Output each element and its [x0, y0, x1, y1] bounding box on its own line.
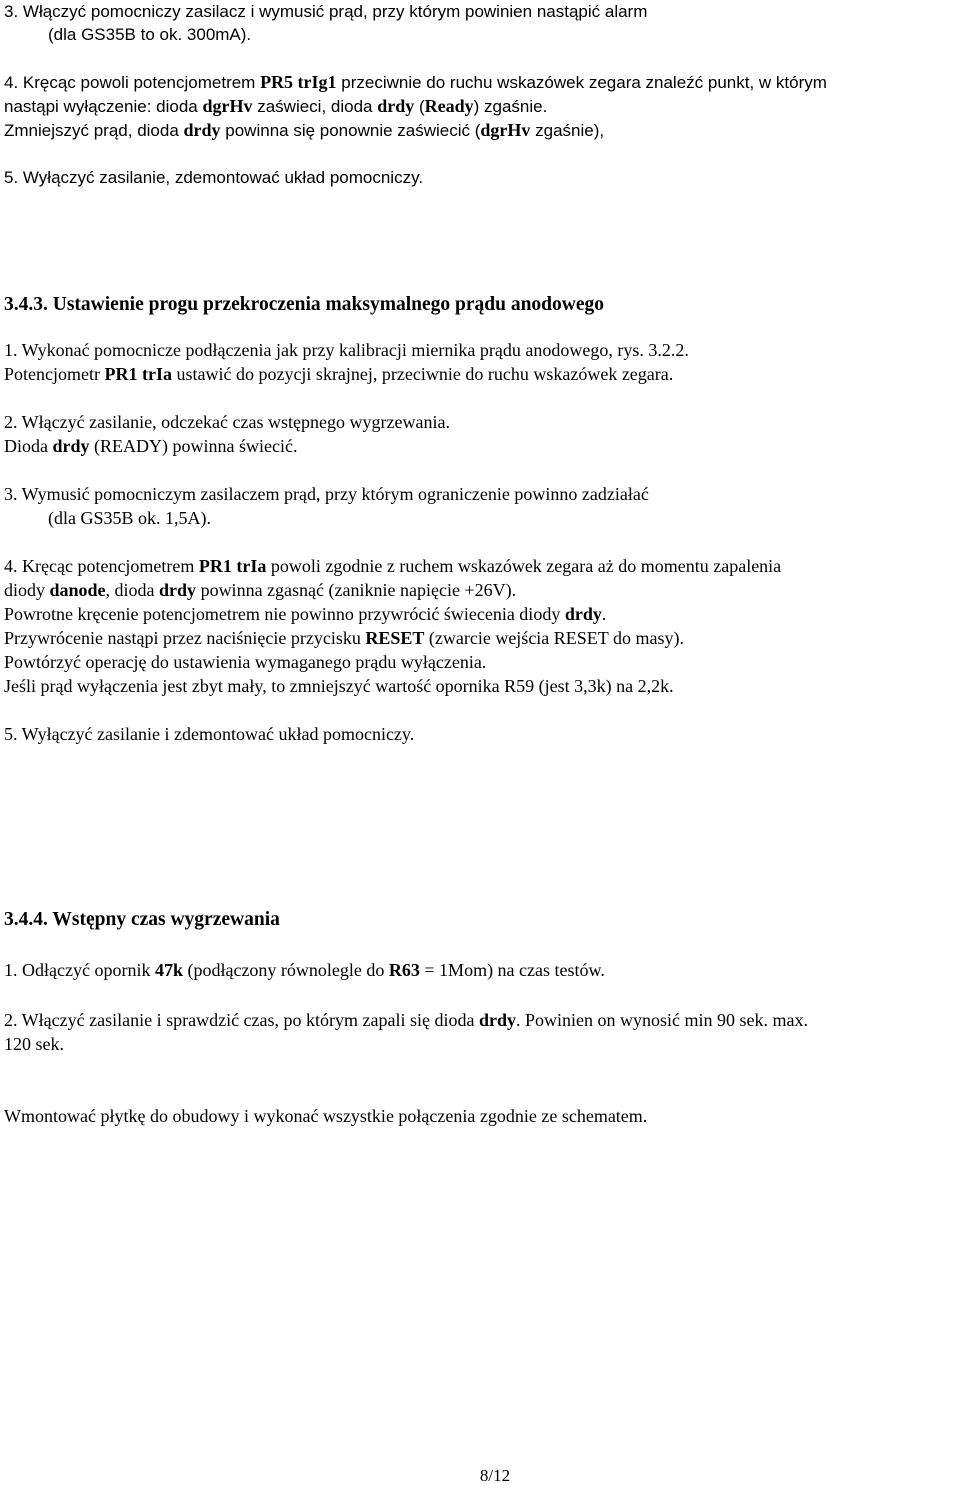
final-instruction: Wmontować płytkę do obudowy i wykonać wszystkie połączenia zgodnie ze schematem. — [4, 1106, 648, 1126]
step3-line: 3. Włączyć pomocniczy zasilacz i wymusić prąd, przy którym powinien nastąpić alarm — [4, 2, 648, 21]
page-number: 8/12 — [479, 1466, 511, 1485]
s343-step3-line-2: (dla GS35B ok. 1,5A). — [48, 508, 211, 528]
s343-step4-line-6: Jeśli prąd wyłączenia jest zbyt mały, to zmniejszyć wartość opornika R59 (jest 3,3k) na 2,2k. — [4, 676, 674, 696]
s343-step5-line: 5. Wyłączyć zasilanie i zdemontować układ pomocniczy. — [4, 724, 415, 744]
s343-step4-line-2: diody danode, dioda drdy powinna zgasnąć (zaniknie napięcie +26V). — [4, 580, 517, 600]
s343-step4-line-4: Przywrócenie nastąpi przez naciśnięcie przycisku RESET (zwarcie wejścia RESET do masy). — [4, 628, 684, 648]
s344-step1-line: 1. Odłączyć opornik 47k (podłączony równolegle do R63 = 1Mom) na czas testów. — [4, 960, 605, 980]
step4-line-3: Zmniejszyć prąd, dioda drdy powinna się ponownie zaświecić (dgrHv zgaśnie), — [4, 120, 605, 140]
s343-step4-line-3: Powrotne kręcenie potencjometrem nie powinno przywrócić świecenia diody drdy. — [4, 604, 607, 624]
step4-line-1: 4. Kręcąc powoli potencjometrem PR5 trIg1 przeciwnie do ruchu wskazówek zegara znaleźć punkt, w którym — [4, 72, 827, 92]
s344-step2-line-2: 120 sek. — [4, 1034, 64, 1054]
section-343-heading: 3.4.3. Ustawienie progu przekroczenia maksymalnego prądu anodowego — [4, 294, 604, 315]
s343-step2-line-2: Dioda drdy (READY) powinna świecić. — [4, 436, 298, 456]
s343-step1-line-1: 1. Wykonać pomocnicze podłączenia jak przy kalibracji miernika prądu anodowego, rys. 3.2.2. — [4, 340, 689, 360]
step4-line-2: nastąpi wyłączenie: dioda dgrHv zaświeci, dioda drdy (Ready) zgaśnie. — [4, 96, 548, 116]
s343-step2-line-1: 2. Włączyć zasilanie, odczekać czas wstępnego wygrzewania. — [4, 412, 450, 432]
step5-line: 5. Wyłączyć zasilanie, zdemontować układ pomocniczy. — [4, 168, 424, 187]
s343-step4-line-5: Powtórzyć operację do ustawienia wymaganego prądu wyłączenia. — [4, 652, 487, 672]
section-344-heading: 3.4.4. Wstępny czas wygrzewania — [4, 909, 280, 930]
s343-step4-line-1: 4. Kręcąc potencjometrem PR1 trIa powoli zgodnie z ruchem wskazówek zegara aż do momentu zapalenia — [4, 556, 782, 576]
step3-line-continued: (dla GS35B to ok. 300mA). — [48, 25, 252, 44]
s343-step3-line-1: 3. Wymusić pomocniczym zasilaczem prąd, przy którym ograniczenie powinno zadziałać — [4, 484, 649, 504]
s344-step2-line-1: 2. Włączyć zasilanie i sprawdzić czas, po którym zapali się dioda drdy. Powinien on wynosić min 90 sek. max. — [4, 1010, 808, 1030]
s343-step1-line-2: Potencjometr PR1 trIa ustawić do pozycji skrajnej, przeciwnie do ruchu wskazówek zegara. — [4, 364, 674, 384]
